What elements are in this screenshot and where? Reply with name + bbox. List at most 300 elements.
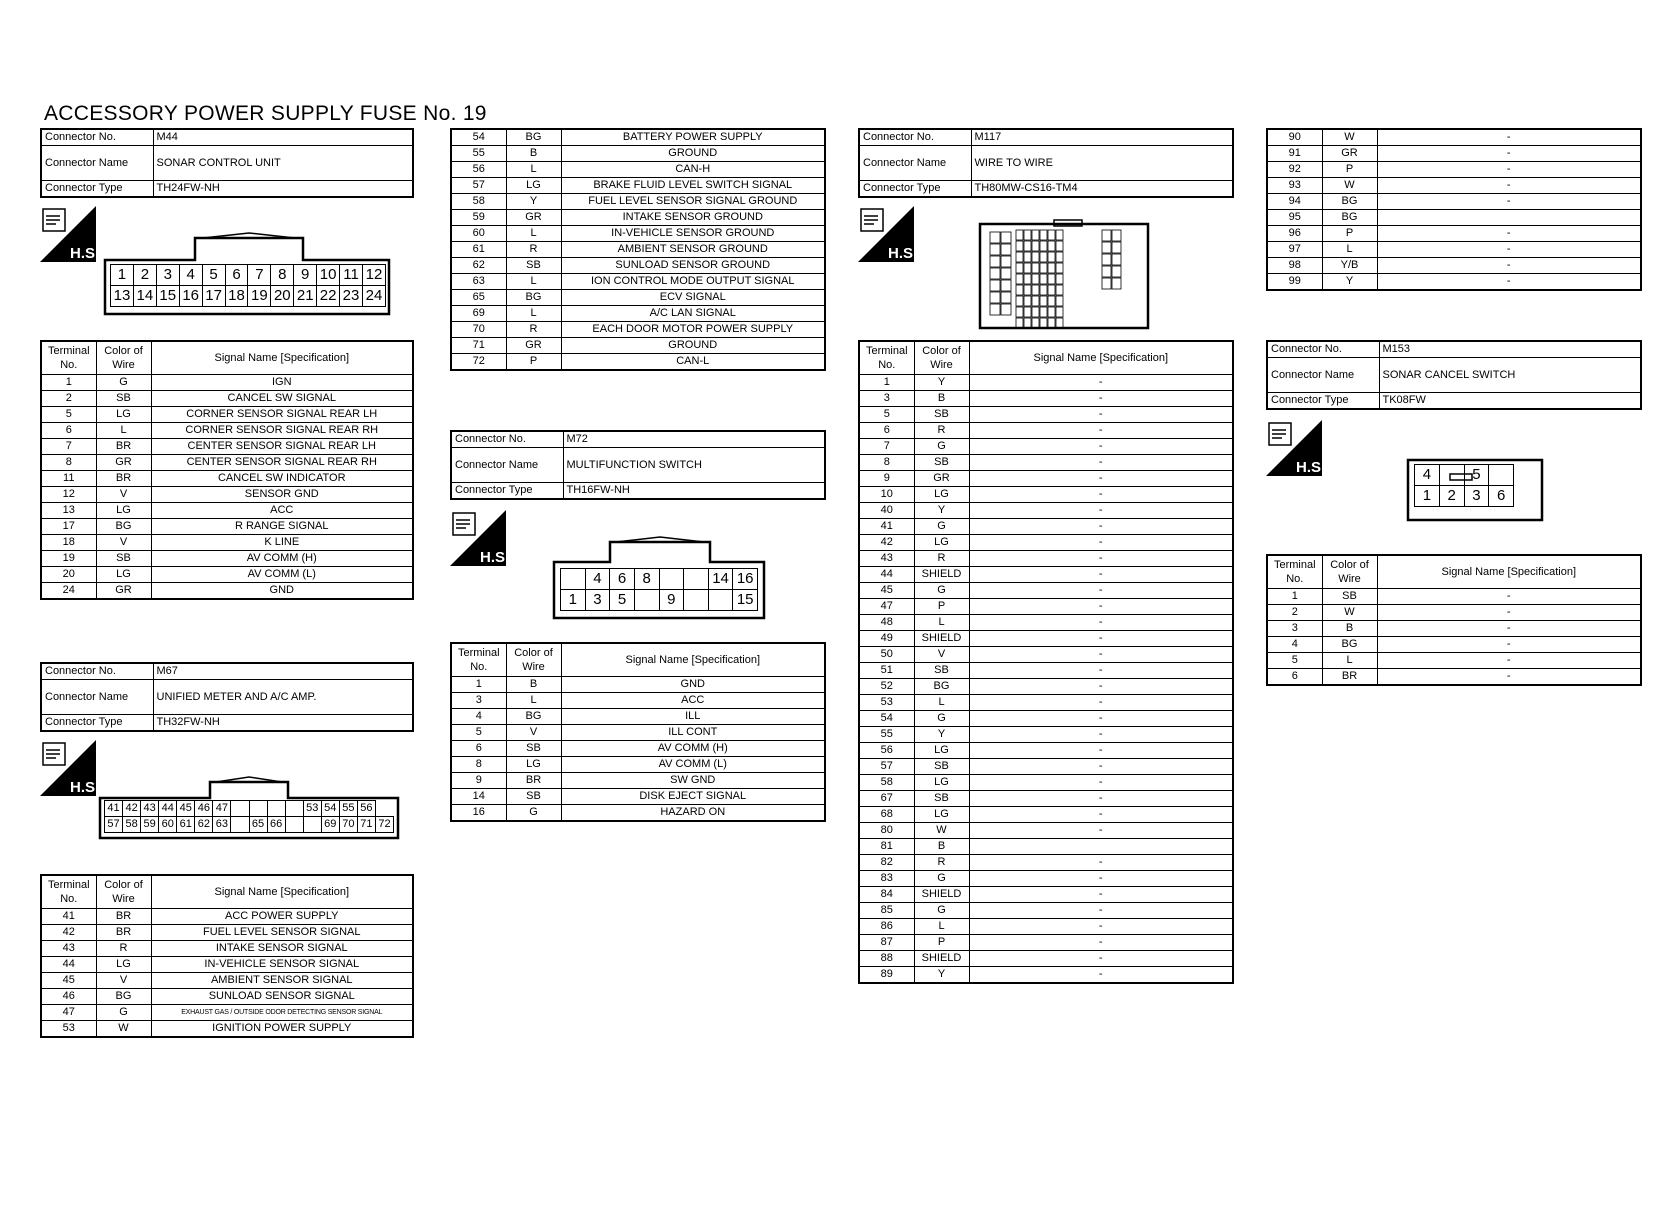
table-row <box>41 973 413 989</box>
header-color: Color of Wire <box>914 341 969 375</box>
terminal-no: 69 <box>451 306 506 322</box>
signal-name: - <box>969 375 1233 391</box>
signal-name: - <box>969 391 1233 407</box>
wire-color: L <box>1322 242 1377 258</box>
wire-color: BG <box>506 290 561 306</box>
terminal-no: 42 <box>859 535 914 551</box>
pin-cavity <box>1056 263 1063 273</box>
pin-cell: 10 <box>317 265 340 286</box>
pin-cavity <box>1001 292 1011 303</box>
pin-cell <box>231 817 249 833</box>
terminal-no: 3 <box>451 693 506 709</box>
pin-cell: 62 <box>195 817 213 833</box>
header-terminal: Terminal No. <box>859 341 914 375</box>
pin-cavity <box>1102 242 1111 253</box>
pin-cell: 57 <box>105 817 123 833</box>
m117-connector-name: WIRE TO WIRE <box>971 146 1233 181</box>
wire-color: Y <box>914 727 969 743</box>
table-row <box>859 871 1233 887</box>
signal-name: - <box>1377 129 1641 146</box>
signal-name: IGNITION POWER SUPPLY <box>151 1021 413 1038</box>
pin-cell: 58 <box>123 817 141 833</box>
label: Connector Name <box>41 680 153 715</box>
signal-name: GROUND <box>561 338 825 354</box>
table-row <box>1267 194 1641 210</box>
table-row <box>859 967 1233 984</box>
pin-cell: 54 <box>321 801 339 817</box>
pin-cell: 7 <box>248 265 271 286</box>
pin-cell <box>1489 465 1514 486</box>
wire-color: BR <box>96 925 151 941</box>
table-row <box>451 146 825 162</box>
terminal-no: 90 <box>1267 129 1322 146</box>
wire-color: SHIELD <box>914 887 969 903</box>
header-terminal: Terminal No. <box>451 643 506 677</box>
wire-color: V <box>96 973 151 989</box>
label: Connector Type <box>859 181 971 198</box>
terminal-no: 50 <box>859 647 914 663</box>
table-row <box>451 194 825 210</box>
signal-name: - <box>969 695 1233 711</box>
terminal-no: 7 <box>41 439 96 455</box>
pin-cavity <box>1056 318 1063 328</box>
signal-name: BATTERY POWER SUPPLY <box>561 129 825 146</box>
terminal-no: 87 <box>859 935 914 951</box>
table-row <box>451 773 825 789</box>
signal-name: SUNLOAD SENSOR GROUND <box>561 258 825 274</box>
terminal-no: 1 <box>1267 589 1322 605</box>
table-row <box>859 439 1233 455</box>
wire-color: BR <box>96 439 151 455</box>
table-row <box>41 455 413 471</box>
table-row <box>451 338 825 354</box>
pin-cell: 9 <box>294 265 317 286</box>
wire-color: LG <box>96 503 151 519</box>
pin-cavity <box>1102 254 1111 265</box>
terminal-no: 57 <box>451 178 506 194</box>
m153-terminal-table <box>1266 554 1642 686</box>
label: Connector No. <box>41 663 153 680</box>
terminal-no: 51 <box>859 663 914 679</box>
table-row <box>859 455 1233 471</box>
wire-color: SB <box>914 791 969 807</box>
terminal-no: 24 <box>41 583 96 600</box>
pin-cell: 16 <box>733 569 758 590</box>
terminal-no: 58 <box>451 194 506 210</box>
m153-connector-info <box>1266 340 1642 410</box>
table-row <box>1267 605 1641 621</box>
signal-name: - <box>969 423 1233 439</box>
pin-cavity <box>1016 274 1023 284</box>
pin-cavity <box>1016 230 1023 240</box>
header-terminal: Terminal No. <box>41 341 96 375</box>
table-row <box>451 129 825 146</box>
wire-color: L <box>914 919 969 935</box>
wire-color: LG <box>914 487 969 503</box>
signal-name <box>1377 210 1641 226</box>
pin-cavity <box>990 244 1000 255</box>
table-row <box>451 741 825 757</box>
pin-cell: 6 <box>225 265 248 286</box>
wire-color: P <box>506 354 561 371</box>
pin-cavity <box>1048 307 1055 317</box>
wire-color: L <box>506 306 561 322</box>
table-row <box>451 322 825 338</box>
signal-name: - <box>969 439 1233 455</box>
pin-cell: 17 <box>202 286 225 307</box>
terminal-no: 3 <box>859 391 914 407</box>
signal-name: A/C LAN SIGNAL <box>561 306 825 322</box>
signal-name: AV COMM (H) <box>151 551 413 567</box>
signal-name: - <box>969 679 1233 695</box>
signal-name: EACH DOOR MOTOR POWER SUPPLY <box>561 322 825 338</box>
harness-side-icon <box>858 206 918 262</box>
table-row <box>1267 226 1641 242</box>
wire-color: G <box>96 375 151 391</box>
pin-cavity <box>1032 318 1039 328</box>
pin-cavity <box>1016 241 1023 251</box>
m153-pin-grid <box>1414 464 1514 507</box>
signal-name: - <box>969 919 1233 935</box>
pin-cavity <box>1040 252 1047 262</box>
pin-cell: 41 <box>105 801 123 817</box>
pin-cell <box>285 801 303 817</box>
table-row <box>451 354 825 371</box>
signal-name: - <box>969 967 1233 984</box>
wire-color: BG <box>506 709 561 725</box>
pin-cavity <box>1112 266 1121 277</box>
m44-connector-name: SONAR CONTROL UNIT <box>153 146 413 181</box>
pin-cell: 45 <box>177 801 195 817</box>
signal-name: - <box>1377 258 1641 274</box>
signal-name: DISK EJECT SIGNAL <box>561 789 825 805</box>
table-row <box>859 567 1233 583</box>
signal-name: ILL CONT <box>561 725 825 741</box>
signal-name: - <box>969 807 1233 823</box>
wire-color: LG <box>96 957 151 973</box>
wire-color: V <box>506 725 561 741</box>
signal-name: ACC POWER SUPPLY <box>151 909 413 925</box>
wire-color: SHIELD <box>914 631 969 647</box>
pin-cavity <box>1048 274 1055 284</box>
table-row <box>1267 637 1641 653</box>
pin-cavity <box>1024 252 1031 262</box>
label: Connector No. <box>451 431 563 448</box>
wire-color: W <box>96 1021 151 1038</box>
wire-color: SB <box>1322 589 1377 605</box>
signal-name: - <box>969 887 1233 903</box>
pin-cavity <box>1048 285 1055 295</box>
pin-cavity <box>1001 280 1011 291</box>
harness-side-icon <box>450 510 510 566</box>
table-row <box>451 757 825 773</box>
pin-cavity <box>1048 252 1055 262</box>
wire-color: BR <box>96 471 151 487</box>
header-signal: Signal Name [Specification] <box>151 875 413 909</box>
pin-cavity <box>1102 266 1111 277</box>
pin-cell: 2 <box>133 265 156 286</box>
pin-cavity <box>1056 274 1063 284</box>
terminal-no: 43 <box>41 941 96 957</box>
signal-name: - <box>1377 637 1641 653</box>
table-row <box>859 551 1233 567</box>
terminal-no: 55 <box>859 727 914 743</box>
terminal-no: 99 <box>1267 274 1322 291</box>
table-row <box>859 615 1233 631</box>
table-row <box>41 487 413 503</box>
signal-name: R RANGE SIGNAL <box>151 519 413 535</box>
wire-color: SB <box>914 759 969 775</box>
wire-color: BR <box>96 909 151 925</box>
terminal-no: 94 <box>1267 194 1322 210</box>
terminal-no: 68 <box>859 807 914 823</box>
wire-color: LG <box>96 407 151 423</box>
table-row <box>1267 589 1641 605</box>
m117-terminal-table <box>858 340 1234 984</box>
table-row <box>859 807 1233 823</box>
table-row <box>859 647 1233 663</box>
terminal-no: 71 <box>451 338 506 354</box>
table-row <box>41 1005 413 1021</box>
signal-name: - <box>969 759 1233 775</box>
pin-cell: 69 <box>321 817 339 833</box>
terminal-no: 58 <box>859 775 914 791</box>
terminal-no: 55 <box>451 146 506 162</box>
pin-cell: 1 <box>561 590 586 611</box>
wire-color: G <box>914 519 969 535</box>
wire-color: BG <box>506 129 561 146</box>
pin-cell: 14 <box>708 569 733 590</box>
pin-cavity <box>1001 304 1011 315</box>
terminal-no: 2 <box>1267 605 1322 621</box>
signal-name: - <box>1377 653 1641 669</box>
pin-cell: 5 <box>1464 465 1489 486</box>
signal-name: GROUND <box>561 146 825 162</box>
wire-color: W <box>1322 178 1377 194</box>
signal-name: AV COMM (H) <box>561 741 825 757</box>
terminal-no: 95 <box>1267 210 1322 226</box>
header-color: Color of Wire <box>1322 555 1377 589</box>
terminal-no: 5 <box>1267 653 1322 669</box>
pin-cell: 19 <box>248 286 271 307</box>
terminal-no: 84 <box>859 887 914 903</box>
table-row <box>1267 146 1641 162</box>
pin-cell: 15 <box>156 286 179 307</box>
terminal-no: 9 <box>451 773 506 789</box>
pin-cavity <box>1032 307 1039 317</box>
table-row <box>41 989 413 1005</box>
signal-name: - <box>969 487 1233 503</box>
signal-name: - <box>969 711 1233 727</box>
pin-cell: 22 <box>317 286 340 307</box>
wire-color: LG <box>96 567 151 583</box>
pin-cavity <box>1024 285 1031 295</box>
signal-name: EXHAUST GAS / OUTSIDE ODOR DETECTING SENSOR SIGNAL <box>151 1005 413 1021</box>
header-terminal: Terminal No. <box>1267 555 1322 589</box>
signal-name: - <box>1377 669 1641 686</box>
wire-color: GR <box>914 471 969 487</box>
signal-name: - <box>969 951 1233 967</box>
terminal-no: 61 <box>451 242 506 258</box>
signal-name: CANCEL SW INDICATOR <box>151 471 413 487</box>
terminal-no: 85 <box>859 903 914 919</box>
table-row <box>859 679 1233 695</box>
wire-color: GR <box>506 338 561 354</box>
pin-cell: 6 <box>610 569 635 590</box>
harness-side-icon <box>40 740 100 796</box>
terminal-no: 8 <box>41 455 96 471</box>
table-row <box>451 162 825 178</box>
terminal-no: 2 <box>41 391 96 407</box>
wire-color: LG <box>506 178 561 194</box>
signal-name: - <box>1377 274 1641 291</box>
pin-cavity <box>1040 263 1047 273</box>
wire-color: GR <box>96 455 151 471</box>
terminal-no: 88 <box>859 951 914 967</box>
label: Connector Name <box>859 146 971 181</box>
table-row <box>1267 178 1641 194</box>
harness-side-icon <box>1266 420 1326 476</box>
wire-color: LG <box>914 775 969 791</box>
signal-name: - <box>969 455 1233 471</box>
terminal-no: 93 <box>1267 178 1322 194</box>
table-row <box>859 743 1233 759</box>
header-color: Color of Wire <box>96 341 151 375</box>
table-row <box>859 583 1233 599</box>
table-row <box>451 693 825 709</box>
wire-color: SB <box>506 741 561 757</box>
signal-name: ACC <box>561 693 825 709</box>
signal-name: - <box>1377 146 1641 162</box>
pin-cell: 61 <box>177 817 195 833</box>
table-row <box>451 226 825 242</box>
hs-label: H.S. <box>888 245 918 262</box>
pin-cavity <box>1056 307 1063 317</box>
table-row <box>451 178 825 194</box>
table-row <box>859 375 1233 391</box>
signal-name: SENSOR GND <box>151 487 413 503</box>
pin-cell: 53 <box>303 801 321 817</box>
pin-cavity <box>1001 244 1011 255</box>
wire-color: V <box>914 647 969 663</box>
wire-color: BR <box>1322 669 1377 686</box>
signal-name: - <box>969 599 1233 615</box>
terminal-no: 16 <box>451 805 506 822</box>
table-row <box>1267 242 1641 258</box>
m67-connector-info <box>40 662 414 732</box>
terminal-no: 47 <box>41 1005 96 1021</box>
table-row <box>41 941 413 957</box>
signal-name: - <box>1377 621 1641 637</box>
m153-connector-type: TK08FW <box>1379 393 1641 410</box>
table-row <box>41 391 413 407</box>
signal-name: - <box>969 519 1233 535</box>
label: Connector Type <box>1267 393 1379 410</box>
m67-connector-type: TH32FW-NH <box>153 715 413 732</box>
signal-name: SUNLOAD SENSOR SIGNAL <box>151 989 413 1005</box>
wire-color: L <box>506 274 561 290</box>
pin-cavity <box>1112 278 1121 289</box>
terminal-no: 98 <box>1267 258 1322 274</box>
pin-cell: 14 <box>133 286 156 307</box>
table-row <box>859 535 1233 551</box>
harness-side-icon <box>40 206 100 262</box>
pin-cavity <box>1016 285 1023 295</box>
signal-name: GND <box>561 677 825 693</box>
terminal-no: 46 <box>41 989 96 1005</box>
wire-color: L <box>506 162 561 178</box>
pin-cavity <box>1016 296 1023 306</box>
table-row <box>859 775 1233 791</box>
table-row <box>859 903 1233 919</box>
pin-cavity <box>1048 230 1055 240</box>
table-row <box>859 391 1233 407</box>
m67-connector-no: M67 <box>153 663 413 680</box>
signal-name: CORNER SENSOR SIGNAL REAR LH <box>151 407 413 423</box>
terminal-no: 43 <box>859 551 914 567</box>
pin-cell: 43 <box>141 801 159 817</box>
pin-cell <box>285 817 303 833</box>
terminal-no: 59 <box>451 210 506 226</box>
table-row <box>41 567 413 583</box>
pin-cavity <box>1040 307 1047 317</box>
m153-connector-name: SONAR CANCEL SWITCH <box>1379 358 1641 393</box>
wire-color: G <box>506 805 561 822</box>
pin-cavity <box>1040 241 1047 251</box>
wire-color: V <box>96 535 151 551</box>
header-signal: Signal Name [Specification] <box>151 341 413 375</box>
terminal-no: 53 <box>41 1021 96 1038</box>
pin-cavity <box>1032 241 1039 251</box>
m117-terminal-table-continued <box>1266 128 1642 291</box>
terminal-no: 40 <box>859 503 914 519</box>
m72-terminal-table <box>450 642 826 822</box>
terminal-no: 41 <box>859 519 914 535</box>
pin-cavity <box>1032 296 1039 306</box>
terminal-no: 4 <box>1267 637 1322 653</box>
pin-cell: 18 <box>225 286 248 307</box>
terminal-no: 53 <box>859 695 914 711</box>
pin-cell: 59 <box>141 817 159 833</box>
table-row <box>859 855 1233 871</box>
pin-cell <box>231 801 249 817</box>
terminal-no: 45 <box>859 583 914 599</box>
wire-color: L <box>1322 653 1377 669</box>
pin-cavity <box>1032 274 1039 284</box>
header-signal: Signal Name [Specification] <box>969 341 1233 375</box>
terminal-no: 81 <box>859 839 914 855</box>
table-row <box>1267 162 1641 178</box>
wire-color: BG <box>96 519 151 535</box>
wire-color: SB <box>914 663 969 679</box>
pin-cavity <box>1016 252 1023 262</box>
signal-name: INTAKE SENSOR GROUND <box>561 210 825 226</box>
terminal-no: 1 <box>41 375 96 391</box>
terminal-no: 45 <box>41 973 96 989</box>
terminal-no: 65 <box>451 290 506 306</box>
terminal-no: 86 <box>859 919 914 935</box>
pin-cell: 15 <box>733 590 758 611</box>
terminal-no: 44 <box>859 567 914 583</box>
terminal-no: 72 <box>451 354 506 371</box>
pin-cavity <box>1024 230 1031 240</box>
table-row <box>41 583 413 600</box>
header-terminal: Terminal No. <box>41 875 96 909</box>
table-row <box>859 791 1233 807</box>
wire-color: L <box>96 423 151 439</box>
hs-label: H.S. <box>70 245 100 262</box>
pin-cavity <box>990 292 1000 303</box>
